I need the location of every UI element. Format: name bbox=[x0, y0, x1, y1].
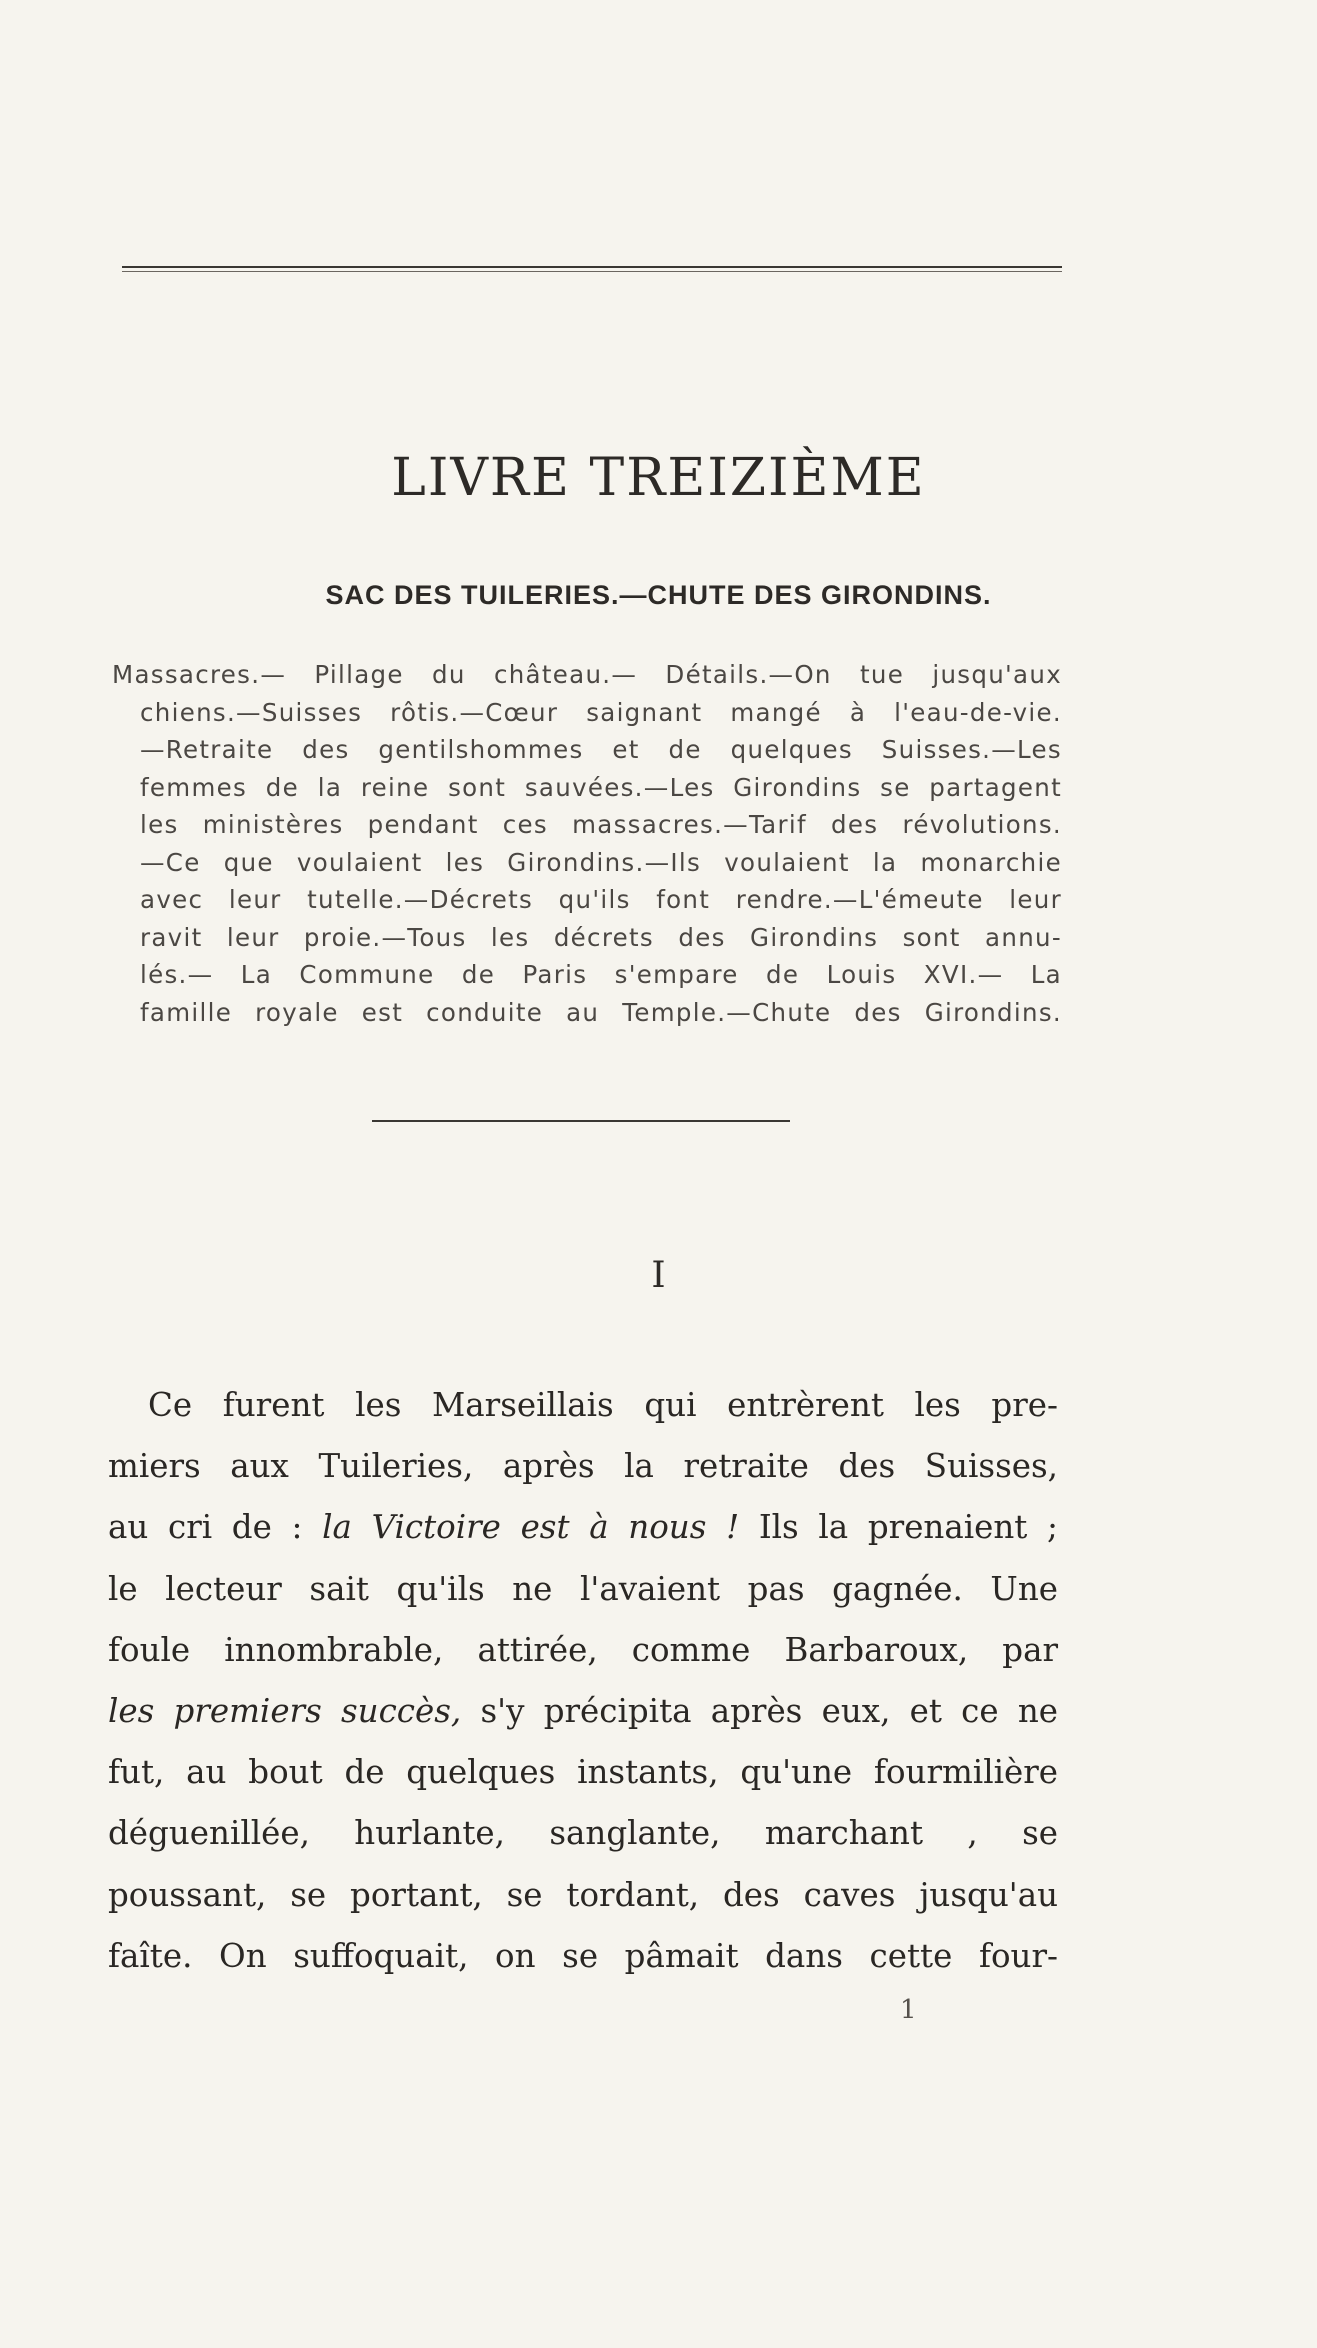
summary-line: —Ce que voulaient les Girondins.—Ils voulaient la monarchie bbox=[140, 847, 1062, 877]
body-paragraph bbox=[108, 1375, 1058, 1987]
body-line: foule innombrable, attirée, comme Barbaroux, par bbox=[108, 1630, 1058, 1669]
body-line: Ce furent les Marseillais qui entrèrent les pre- bbox=[148, 1386, 1058, 1424]
body-line: miers aux Tuileries, après la retraite des Suisses, bbox=[108, 1447, 1058, 1486]
body-line: le lecteur sait qu'ils ne l'avaient pas gagnée. Une bbox=[108, 1569, 1058, 1608]
summary-line: lés.— La Commune de Paris s'empare de Louis XVI.— La bbox=[140, 960, 1062, 989]
body-text-run: Ils la prenaient ; bbox=[739, 1508, 1058, 1547]
body-line: déguenillée, hurlante, sanglante, marchant , se bbox=[108, 1814, 1058, 1853]
summary-line: —Retraite des gentilshommes et de quelques Suisses.—Les bbox=[140, 735, 1062, 764]
italic-quote: la Victoire est à nous ! bbox=[322, 1508, 740, 1547]
summary-line: femmes de la reine sont sauvées.—Les Girondins se partagent bbox=[140, 772, 1062, 802]
summary-line: famille royale est conduite au Temple.—Chute des Girondins. bbox=[140, 997, 1062, 1027]
book-title: LIVRE TREIZIÈME bbox=[391, 448, 926, 508]
body-text-run: s'y précipita après eux, et ce ne bbox=[461, 1692, 1058, 1731]
signature-mark: 1 bbox=[900, 1995, 917, 2025]
summary-line: Massacres.— Pillage du château.— Détails.—On tue jusqu'aux bbox=[112, 660, 1062, 689]
summary-line: chiens.—Suisses rôtis.—Cœur saignant mangé à l'eau-de-vie. bbox=[140, 697, 1062, 727]
body-line bbox=[108, 1681, 1058, 1742]
body-line: poussant, se portant, se tordant, des caves jusqu'au bbox=[108, 1875, 1058, 1914]
body-line: fut, au bout de quelques instants, qu'une fourmilière bbox=[108, 1753, 1058, 1792]
summary-line: les ministères pendant ces massacres.—Tarif des révolutions. bbox=[140, 810, 1062, 839]
summary-line: avec leur tutelle.—Décrets qu'ils font rendre.—L'émeute leur bbox=[140, 885, 1062, 914]
body-text-run: au cri de : bbox=[108, 1508, 323, 1547]
section-rule bbox=[372, 1120, 790, 1122]
chapter-subtitle: SAC DES TUILERIES.—CHUTE DES GIRONDINS. bbox=[325, 580, 992, 610]
italic-phrase: les premiers succès, bbox=[108, 1692, 462, 1731]
top-rule bbox=[122, 266, 1062, 268]
section-numeral: I bbox=[651, 1255, 666, 1296]
body-line: faîte. On suffoquait, on se pâmait dans cette four- bbox=[108, 1936, 1058, 1975]
body-line bbox=[108, 1497, 1058, 1558]
summary-line: ravit leur proie.—Tous les décrets des Girondins sont annu- bbox=[140, 922, 1062, 952]
chapter-summary bbox=[112, 656, 1062, 1031]
